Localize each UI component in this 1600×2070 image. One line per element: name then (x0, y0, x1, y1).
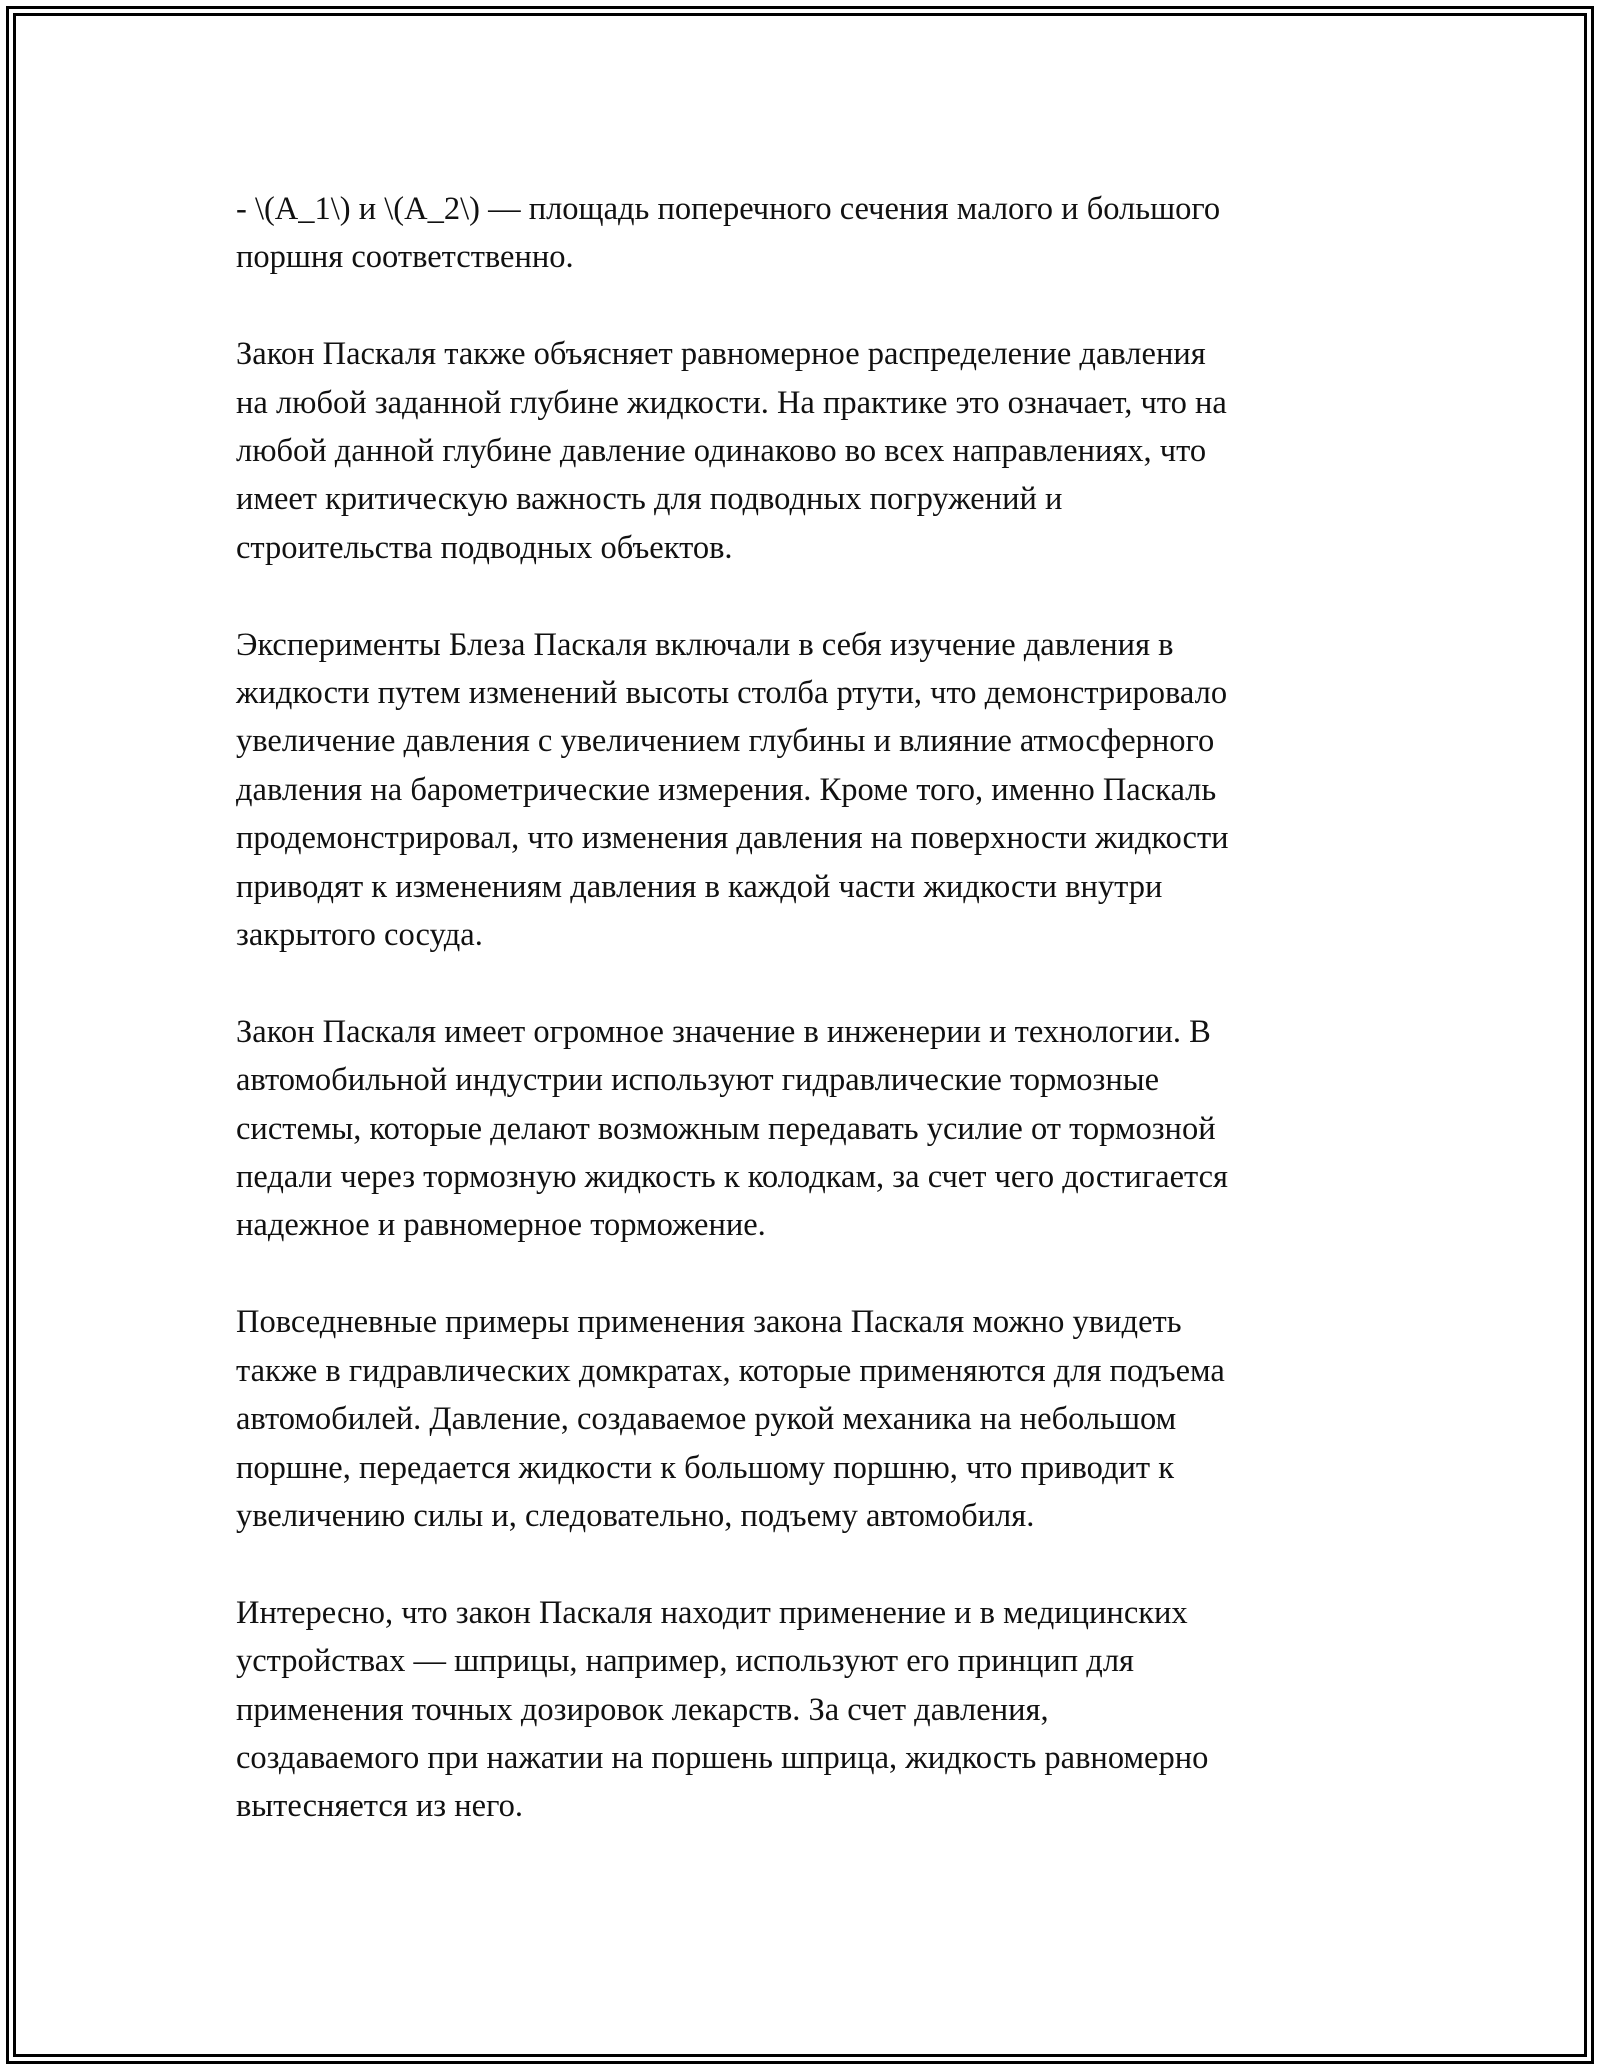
paragraph-piston-areas: - \(A_1\) и \(A_2\) — площадь поперечного сечения малого и большого поршня соответственно. (236, 191, 1221, 276)
paragraph-pascal-experiments: Эксперименты Блеза Паскаля включали в себя изучение давления в жидкости путем изменений высоты столба ртути, что демонстрировало увеличение давления с увеличением глубины и влияние атмосферного давления на барометрические измерения. Кроме того, именно Паскаль продемонстрировал, что изменения давления на поверхности жидкости приводят к изменениям давления в каждой части жидкости внутри закрытого сосуда. (236, 626, 1229, 954)
paragraph-medical-devices: Интересно, что закон Паскаля находит применение и в медицинских устройствах — шприцы, например, используют его принцип для применения точных дозировок лекарств. За счет давления, создаваемого при нажатии на поршень шприца, жидкость равномерно вытесняется из него. (236, 1594, 1209, 1825)
paragraph-engineering-applications: Закон Паскаля имеет огромное значение в инженерии и технологии. В автомобильной индустрии используют гидравлические тормозные системы, которые делают возможным передавать усилие от тормозной педали через тормозную жидкость к колодкам, за счет чего достигается надежное и равномерное торможение. (236, 1013, 1228, 1244)
paragraph-pressure-distribution: Закон Паскаля также объясняет равномерное распределение давления на любой заданной глубине жидкости. На практике это означает, что на любой данной глубине давление одинаково во всех направлениях, что имеет критическую важность для подводных погружений и строительства подводных объектов. (236, 336, 1227, 566)
paragraph-hydraulic-jacks: Повседневные примеры применения закона Паскаля можно увидеть также в гидравлических домкратах, которые применяются для подъема автомобилей. Давление, создаваемое рукой механика на небольшом поршне, передается жидкости к большому поршню, что приводит к увеличению силы и, следовательно, подъему автомобиля. (236, 1304, 1225, 1534)
document-body (236, 185, 1386, 1879)
